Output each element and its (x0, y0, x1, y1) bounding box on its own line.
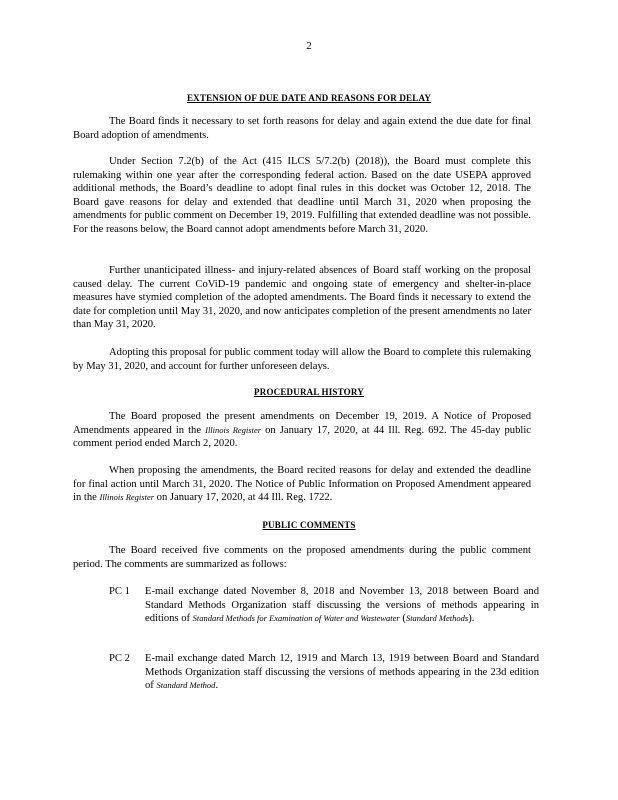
public-comment-label: PC 1 (109, 586, 130, 597)
section-heading-public-comments-text: PUBLIC COMMENTS (262, 520, 356, 530)
paragraph-extension-intro: The Board finds it necessary to set forth reasons for delay and again extend the due date for final Board adoption of amendments. (73, 116, 531, 141)
text-segment: on January 17, 2020, at 44 Ill. Reg. 1722. (154, 492, 333, 504)
text-segment: The Board proposed the present amendments on December 19, 2019. A Notice of Proposed Amendments appeared in the (73, 411, 531, 436)
section-heading-procedural-history-text: PROCEDURAL HISTORY (254, 387, 364, 397)
section-heading-extension-text: EXTENSION OF DUE DATE AND REASONS FOR DELAY (186, 93, 432, 103)
text-segment: When proposing the amendments, the Board recited reasons for delay and extended the deadline for final action until March 31, 2020. The Notice of Public Information on Proposed Amendment appeared in the (73, 465, 531, 504)
paragraph-proposed-amendments (73, 410, 531, 451)
page-number: 2 (306, 40, 312, 52)
paragraph-further-delay: Further unanticipated illness- and injury-related absences of Board staff working on the proposal caused delay. The current CoViD-19 pandemic and ongoing state of emergency and shelter-in-place measures have stymied completion of the adopted amendments. The Board finds it necessary to extend the date for completion until May 31, 2020, and now anticipates completion of the present amendments no later than May 31, 2020. (73, 265, 531, 331)
standard-method-title: Standard Method (156, 680, 216, 691)
illinois-register-title: Illinois Register (205, 424, 262, 435)
public-comment-text (145, 585, 539, 626)
text-segment: ). (468, 613, 475, 625)
text-segment: . (215, 680, 219, 692)
section-heading-public-comments (0, 519, 618, 533)
paragraph-comments-received: The Board received five comments on the proposed amendments during the public comment period. The comments are summarized as follows: (73, 545, 531, 570)
standard-methods-title: Standard Methods for Examination of Water and Wastewater (192, 613, 400, 624)
public-comment-label: PC 2 (109, 653, 130, 664)
text-segment: on January 17, 2020, at 44 Ill. Reg. 692. The 45-day public comment period ended March 2, 2020. (73, 424, 531, 450)
paragraph-section-7-2b: Under Section 7.2(b) of the Act (415 ILCS 5/7.2(b) (2018)), the Board must complete this rulemaking within one year after the corresponding federal action. Based on the date USEPA approved additional methods, the Board’s deadline to adopt final rules in this docket was October 12, 2018. The Board gave reasons for delay and extended that deadline until March 31, 2020 when proposing the amendments for public comment on December 19, 2019. Fulfilling that extended deadline was not possible. For the reasons below, the Board cannot adopt amendments before March 31, 2020. (73, 156, 531, 235)
section-heading-procedural-history (0, 386, 618, 400)
paragraph-public-information-notice (73, 464, 531, 505)
illinois-register-title: Illinois Register (99, 492, 155, 503)
section-heading-extension (0, 92, 618, 106)
text-segment: ( (399, 613, 406, 625)
paragraph-adopting-proposal: Adopting this proposal for public comment today will allow the Board to complete this rulemaking by May 31, 2020, and account for further unforeseen delays. (73, 347, 531, 372)
public-comment-text (145, 652, 539, 693)
text-segment: E-mail exchange dated November 8, 2018 and November 13, 2018 between Board and Standard Methods Organization staff discussing the versions of methods appearing in editions of (145, 586, 539, 625)
standard-methods-short-title: Standard Methods (405, 613, 469, 624)
text-segment: E-mail exchange dated March 12, 1919 and March 13, 1919 between Board and Standard Methods Organization staff discussing the versions of methods appearing in the 23d edition of (145, 653, 539, 692)
